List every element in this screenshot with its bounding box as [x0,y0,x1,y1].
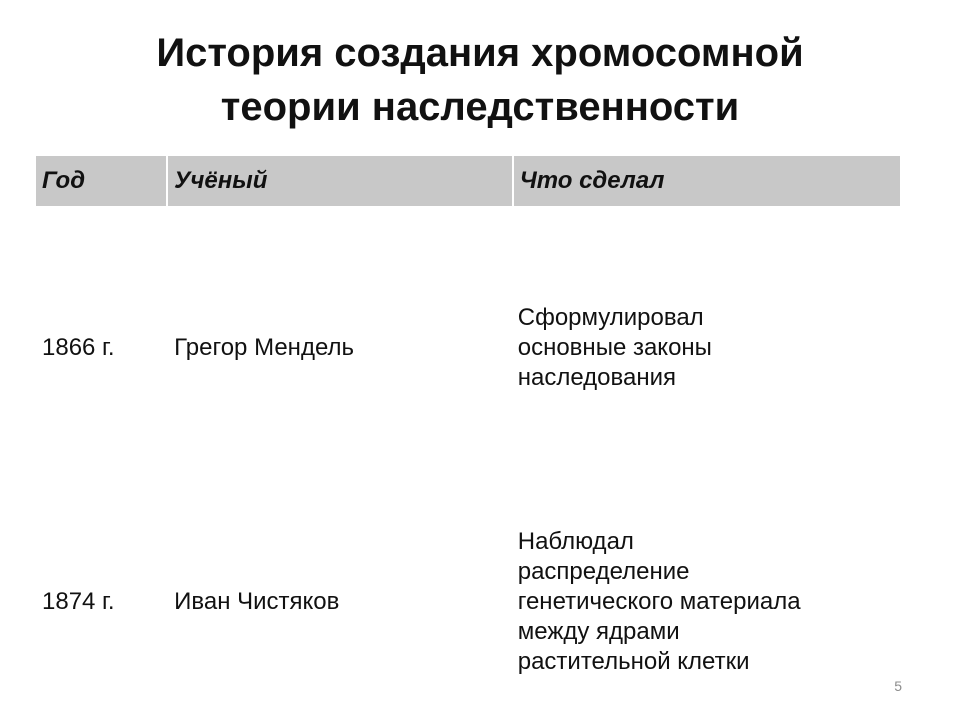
cell-year: 1866 г. [42,334,115,361]
cell-scientist: Грегор Мендель [174,334,354,361]
slide-number: 5 [894,678,902,694]
cell-scientist: Иван Чистяков [174,588,340,615]
deed-line: генетического материала [517,588,801,615]
slide-title-line-2: теории наследственности [220,85,740,129]
deed-line: распределение [517,558,690,585]
header-deed: Что сделал [514,156,900,206]
deed-line: между ядрами [517,618,680,645]
table-header-row [36,156,900,206]
slide-title [40,26,920,134]
table-row [36,490,900,704]
history-table [36,156,900,704]
cell-deed [514,490,900,704]
slide-title-line-1: История создания хромосомной [156,31,804,75]
header-year: Год [36,156,168,206]
header-scientist: Учёный [168,156,514,206]
cell-year: 1874 г. [42,588,115,615]
cell-deed [514,206,900,490]
deed-line: Наблюдал [517,528,634,555]
deed-line: Сформулировал [517,304,704,331]
deed-line: растительной клетки [517,648,750,675]
deed-line: основные законы [517,334,712,361]
deed-line: наследования [517,364,676,391]
table-row [36,206,900,490]
